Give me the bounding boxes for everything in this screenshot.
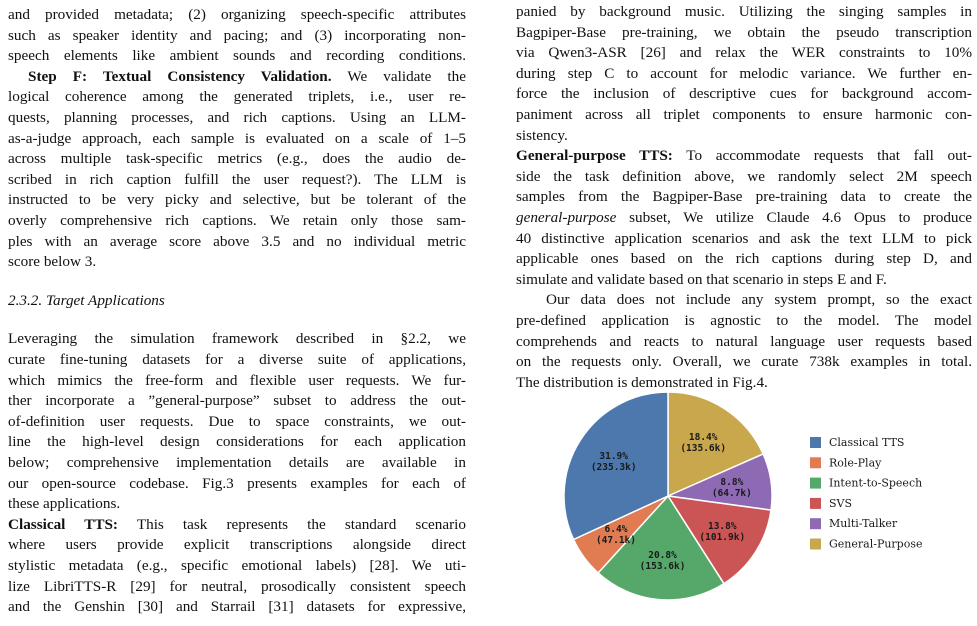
left-column-line [8,534,466,555]
text-segment: side the task definition above, we randomly select 2M speech [516,167,972,185]
text-segment: Bagpiper-Base pre-training, we obtain the pseudo transcription [516,23,972,41]
left-column-line [8,148,466,169]
text-segment: force the inclusion of descriptive cues for background accom- [516,85,972,103]
text-segment: panied by background music. Utilizing the singing samples in [516,3,972,20]
left-column-line [8,555,466,576]
legend-label: Classical TTS [829,436,905,449]
left-column-line [8,251,466,272]
text-segment: score below 3. [8,253,97,271]
right-column-line [516,269,972,290]
text-segment: Classical TTS: [8,515,118,533]
text-segment: To accommodate requests that fall out- [672,147,972,165]
text-segment: via Qwen3-ASR [26] and relax the WER constraints to 10% [516,44,972,62]
right-column-line [516,310,972,331]
right-column-line [516,125,972,146]
text-segment: We validate the [331,67,466,85]
left-column-line [8,473,466,494]
left-column-line [8,452,466,473]
right-column-line [516,331,972,352]
text-segment: The distribution is demonstrated in Fig.4. [516,373,768,391]
left-column-line [8,328,466,349]
text-segment: across multiple task-specific metrics (e.g., does the audio de- [8,150,466,168]
text-segment: simulate and validate based on that scenario in steps E and F. [516,270,887,288]
legend-label: Role-Play [829,456,882,470]
right-column-line [516,22,972,43]
left-column-line [8,66,466,87]
left-column-line [8,169,466,190]
right-column-line [516,289,972,310]
text-segment: comprehends and reacts to natural language user requests based [516,332,972,350]
left-column-line [8,189,466,210]
left-column-line [8,231,466,252]
text-segment: quests, planning processes, and rich captions. Using an LLM- [8,109,466,126]
left-column-line [8,86,466,107]
left-column-line [8,514,466,535]
text-segment: ples with an average score above 3.5 and no individual metric [8,232,466,250]
text-segment: our open-source codebase. Fig.3 presents examples for each of [8,474,466,492]
text-segment: where users provide explicit transcriptions alongside direct [8,536,466,554]
text-segment: and provided metadata; (2) organizing speech-specific attributes [8,6,466,23]
left-column-line [8,431,466,452]
pie-label-count: (64.7k) [711,488,752,500]
text-segment: overly comprehensive rich captions. We retain only those sam- [8,212,466,229]
pie-label-count: (235.3k) [590,462,637,474]
left-column-line [8,210,466,231]
text-segment: such as speaker identity and pacing; and (3) incorporating non- [8,26,466,44]
right-column-line [516,207,972,228]
text-segment: and the Genshin [30] and Starrail [31] datasets for expressive, [8,598,466,616]
left-column-line [8,290,466,311]
text-segment: lize LibriTTS-R [29] for neutral, prosodically consistent speech [8,577,466,595]
text-segment: Step F: Textual Consistency Validation. [28,67,332,85]
text-segment: curate fine-tuning datasets for a diverse suite of applications, [8,351,466,368]
legend-swatch [810,539,821,550]
legend-swatch [810,478,821,489]
left-column-line [8,370,466,391]
pie-label-percent: 6.4% [604,524,628,536]
left-column-line [8,45,466,66]
text-segment: This task represents the standard scenario [117,515,466,533]
legend-label: Intent-to-Speech [829,476,923,490]
pie-label-percent: 31.9% [599,451,629,463]
text-segment: speech elements like ambient sounds and recording conditions. [8,47,466,65]
right-column-line [516,351,972,372]
text-segment: of-definition user requests. Due to space constraints, we out- [8,412,466,430]
right-column-line [516,228,972,249]
pie-label-count: (101.9k) [699,531,746,543]
pie-label-percent: 8.8% [720,477,744,489]
pie-label-percent: 13.8% [707,520,737,532]
pie-label-count: (135.6k) [680,442,727,454]
left-column-line [8,411,466,432]
legend-swatch [810,457,821,468]
text-segment: stylistic metadata (e.g., specific emotional labels) [28]. We uti- [8,557,466,574]
text-segment: pre-defined application is agnostic to the model. The model [516,312,972,329]
right-column-line [516,104,972,125]
text-segment: applicable ones based on the rich captions during step D, and [516,250,972,268]
right-column-line [516,42,972,63]
right-column-line [516,1,972,22]
pie-label-count: (153.6k) [639,561,686,573]
legend-label: SVS [829,496,853,510]
legend-label: General-Purpose [829,537,923,551]
text-segment: 40 distinctive application scenarios and ask the text LLM to pick [516,229,972,247]
left-column-line [8,349,466,370]
left-column-line [8,493,466,514]
distribution-pie-chart [556,390,956,606]
text-segment: below; comprehensive implementation details are available in [8,454,466,471]
text-segment: instructed to be very picky and selective, but be tolerant of the [8,191,466,209]
left-column-line [8,128,466,149]
right-column-line [516,63,972,84]
text-segment: these applications. [8,495,121,513]
right-column-line [516,83,972,104]
text-segment: ther incorporate a ”general-purpose” subset to address the out- [8,392,466,410]
pie-label-count: (47.1k) [595,535,637,547]
legend-swatch [810,518,821,529]
text-segment: logical coherence among the generated triplets, i.e., user re- [8,88,466,106]
left-column-line [8,25,466,46]
pie-chart-svg [556,390,956,606]
right-column-line [516,186,972,207]
legend-swatch [810,498,821,509]
text-segment: scribed in rich caption fulfill the user request?). The LLM is [8,170,466,188]
pie-label-percent: 18.4% [688,431,718,443]
left-column-line [8,4,466,25]
pie-label-percent: 20.8% [648,550,677,562]
text-segment: samples from the Bagpiper-Base pre-training data to create the [516,188,972,206]
text-segment: which mimics the free-form and flexible user requests. We fur- [8,371,466,389]
text-segment: Leveraging the simulation framework described in §2.2, we [8,330,466,348]
text-segment: paniment across all triplet components to ensure harmonic con- [516,106,972,123]
legend-label: Multi-Talker [829,517,898,531]
text-segment: as-a-judge approach, each sample is evaluated on a scale of 1–5 [8,129,466,147]
text-segment: sistency. [516,126,568,144]
legend-swatch [810,437,821,448]
text-segment: line the high-level design considerations for each application [8,433,466,451]
text-segment: general-purpose [516,209,617,226]
text-segment: 2.3.2. Target Applications [8,291,165,309]
left-column-line [8,390,466,411]
text-segment: on the requests only. Overall, we curate 738k examples in total. [516,353,972,371]
left-column-line [8,576,466,597]
text-segment: General-purpose TTS: [516,147,673,165]
text-segment: Our data does not include any system prompt, so the exact [546,291,972,309]
right-column-line [516,166,972,187]
text-segment: subset, We utilize Claude 4.6 Opus to produce [616,209,972,226]
left-column-line [8,107,466,128]
text-segment: during step C to account for melodic variance. We further en- [516,64,972,82]
left-column-line [8,596,466,617]
right-column-line [516,248,972,269]
right-column-line [516,145,972,166]
